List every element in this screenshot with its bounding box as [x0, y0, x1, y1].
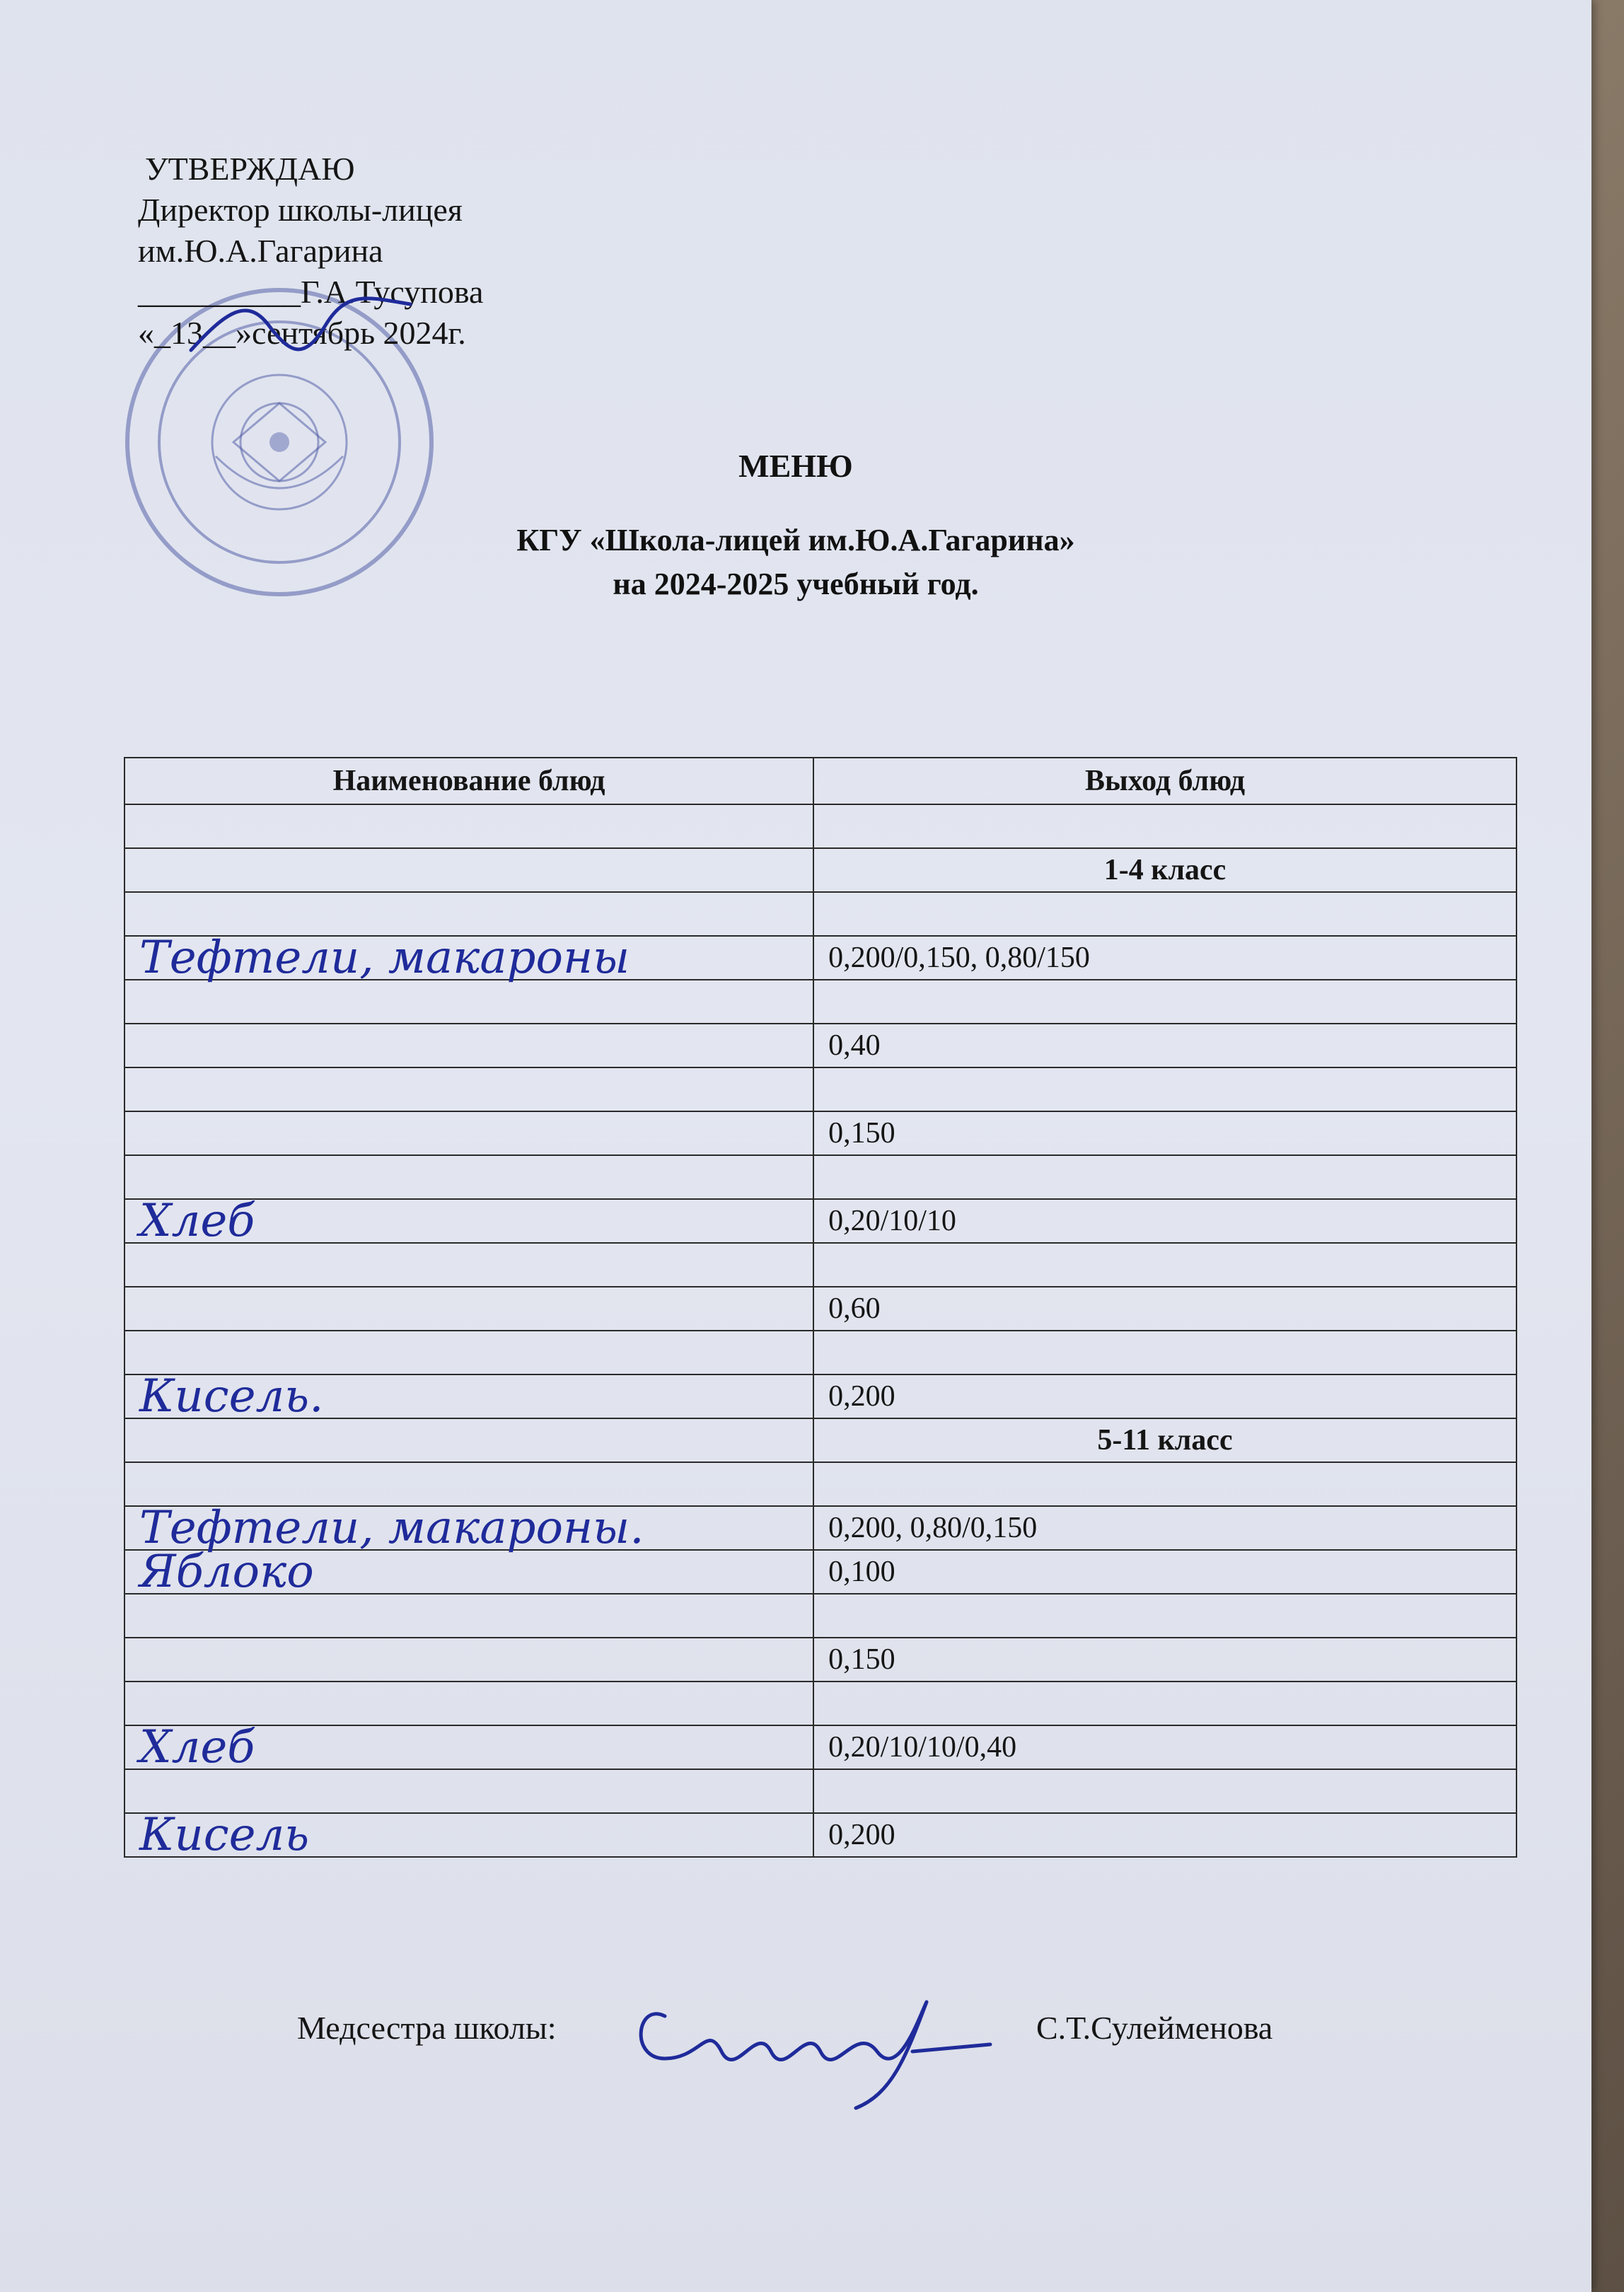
output-cell — [813, 1462, 1516, 1506]
output-cell: 0,200 — [813, 1374, 1516, 1418]
dish-cell: Кисель. — [124, 1374, 813, 1418]
approval-title: УТВЕРЖДАЮ — [145, 151, 355, 187]
table-row — [124, 1594, 1516, 1638]
dish-cell — [124, 1594, 813, 1638]
output-cell — [813, 1769, 1516, 1813]
table-row — [124, 1287, 1516, 1331]
output-cell: 0,20/10/10 — [813, 1199, 1516, 1243]
table-row — [124, 936, 1516, 980]
approval-director: __________Г.А.Тусупова — [138, 274, 484, 310]
output-cell: 0,200, 0,80/0,150 — [813, 1506, 1516, 1550]
dish-cell — [124, 1287, 813, 1331]
table-row — [124, 1199, 1516, 1243]
table-row — [124, 1024, 1516, 1067]
approval-date: «_13__»сентябрь 2024г. — [138, 315, 466, 351]
dish-cell — [124, 980, 813, 1024]
page-title: МЕНЮ — [738, 448, 853, 484]
table-row — [124, 1418, 1516, 1462]
output-cell: 0,60 — [813, 1287, 1516, 1331]
table-row — [124, 1682, 1516, 1725]
nurse-signature — [622, 1974, 1004, 2115]
column-header-dish: Наименование блюд — [124, 758, 813, 804]
dish-cell — [124, 1638, 813, 1682]
column-header-output: Выход блюд — [813, 758, 1516, 804]
dish-cell: Тефтели, макароны. — [124, 1506, 813, 1550]
menu-table — [124, 757, 1517, 1861]
table-row — [124, 1374, 1516, 1418]
dish-cell — [124, 1111, 813, 1155]
dish-cell: Кисель — [124, 1813, 813, 1857]
output-cell: 0,200 — [813, 1813, 1516, 1857]
output-cell: 0,150 — [813, 1638, 1516, 1682]
dish-cell — [124, 804, 813, 848]
output-cell — [813, 1155, 1516, 1199]
table-row — [124, 1331, 1516, 1374]
menu-table-body — [124, 804, 1516, 1861]
output-cell — [813, 892, 1516, 936]
output-cell — [813, 1594, 1516, 1638]
table-row — [124, 1638, 1516, 1682]
dish-cell — [124, 1067, 813, 1111]
output-cell: 0,150 — [813, 1111, 1516, 1155]
output-cell — [813, 980, 1516, 1024]
table-row — [124, 1550, 1516, 1594]
table-row — [124, 980, 1516, 1024]
school-year: на 2024-2025 учебный год. — [613, 567, 979, 601]
section-label: 1-4 класс — [813, 848, 1516, 892]
dish-cell: Хлеб — [124, 1199, 813, 1243]
output-cell — [813, 1243, 1516, 1287]
output-cell: 0,20/10/10/0,40 — [813, 1725, 1516, 1769]
output-cell — [813, 804, 1516, 848]
dish-cell — [124, 1024, 813, 1067]
dish-cell: Хлеб — [124, 1725, 813, 1769]
director-signature — [184, 283, 417, 375]
dish-cell — [124, 1331, 813, 1374]
dish-cell — [124, 1682, 813, 1725]
output-cell: 0,100 — [813, 1550, 1516, 1594]
table-row — [124, 1243, 1516, 1287]
dish-cell — [124, 1155, 813, 1199]
table-row — [124, 1067, 1516, 1111]
approval-school: им.Ю.А.Гагарина — [138, 233, 383, 269]
output-cell: 0,40 — [813, 1024, 1516, 1067]
table-row — [124, 1769, 1516, 1813]
dish-cell: Яблоко — [124, 1550, 813, 1594]
dish-cell — [124, 848, 813, 892]
dish-cell — [124, 1769, 813, 1813]
table-row — [124, 848, 1516, 892]
output-cell — [813, 1067, 1516, 1111]
table-row — [124, 1506, 1516, 1550]
approval-position: Директор школы-лицея — [138, 192, 463, 228]
table-row — [124, 1462, 1516, 1506]
table-row — [124, 1813, 1516, 1857]
table-row — [124, 1155, 1516, 1199]
dish-cell — [124, 1243, 813, 1287]
output-cell — [813, 1682, 1516, 1725]
table-row — [124, 892, 1516, 936]
dish-cell — [124, 1418, 813, 1462]
dish-cell — [124, 892, 813, 936]
output-cell — [813, 1331, 1516, 1374]
output-cell: 0,200/0,150, 0,80/150 — [813, 936, 1516, 980]
dish-cell: Тефтели, макароны — [124, 936, 813, 980]
dish-cell — [124, 1462, 813, 1506]
institution-name: КГУ «Школа-лицей им.Ю.А.Гагарина» — [516, 523, 1075, 557]
nurse-label: Медсестра школы: — [297, 2010, 557, 2046]
section-label: 5-11 класс — [813, 1418, 1516, 1462]
table-header-row — [124, 758, 1516, 804]
table-row — [124, 1725, 1516, 1769]
table-row — [124, 804, 1516, 848]
nurse-name: С.Т.Сулейменова — [1036, 2010, 1273, 2046]
table-row — [124, 1111, 1516, 1155]
